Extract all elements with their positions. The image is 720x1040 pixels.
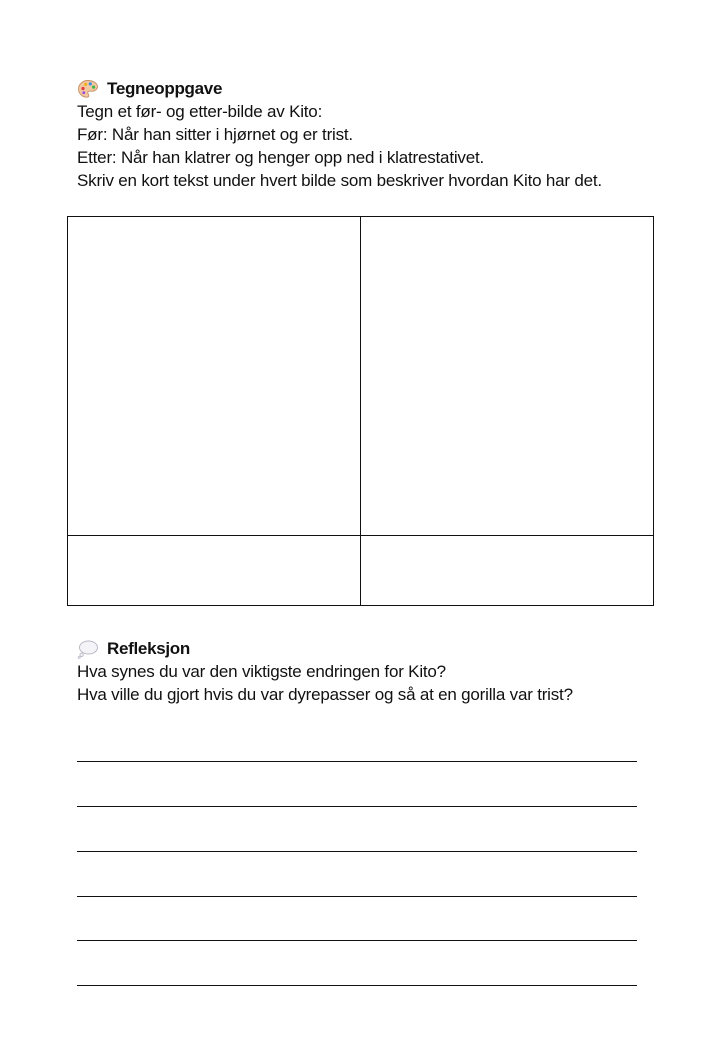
- answer-line[interactable]: [77, 806, 637, 807]
- before-drawing-box[interactable]: [68, 217, 361, 536]
- answer-line[interactable]: [77, 985, 637, 986]
- drawing-grid: [67, 216, 654, 606]
- after-caption-box[interactable]: [361, 536, 653, 605]
- answer-line[interactable]: [77, 761, 637, 762]
- drawing-task-section: [77, 77, 657, 192]
- drawing-task-line: Skriv en kort tekst under hvert bilde som beskriver hvordan Kito har det.: [77, 171, 602, 190]
- drawing-task-heading: [77, 77, 657, 100]
- drawing-task-line: Etter: Når han klatrer og henger opp ned i klatrestativet.: [77, 148, 485, 167]
- drawing-task-title: Tegneoppgave: [107, 79, 223, 98]
- reflection-question: Hva ville du gjort hvis du var dyrepasser og så at en gorilla var trist?: [77, 685, 573, 704]
- thought-bubble-icon: [77, 639, 99, 659]
- reflection-heading: [77, 637, 657, 660]
- answer-line[interactable]: [77, 896, 637, 897]
- palette-icon: [77, 79, 99, 99]
- reflection-section: [77, 637, 657, 706]
- reflection-title: Refleksjon: [107, 639, 190, 658]
- drawing-task-line: Før: Når han sitter i hjørnet og er trist.: [77, 125, 353, 144]
- drawing-task-line: Tegn et før- og etter-bilde av Kito:: [77, 102, 323, 121]
- reflection-question: Hva synes du var den viktigste endringen for Kito?: [77, 662, 446, 681]
- after-drawing-box[interactable]: [361, 217, 653, 536]
- before-caption-box[interactable]: [68, 536, 361, 605]
- answer-line[interactable]: [77, 851, 637, 852]
- answer-line[interactable]: [77, 940, 637, 941]
